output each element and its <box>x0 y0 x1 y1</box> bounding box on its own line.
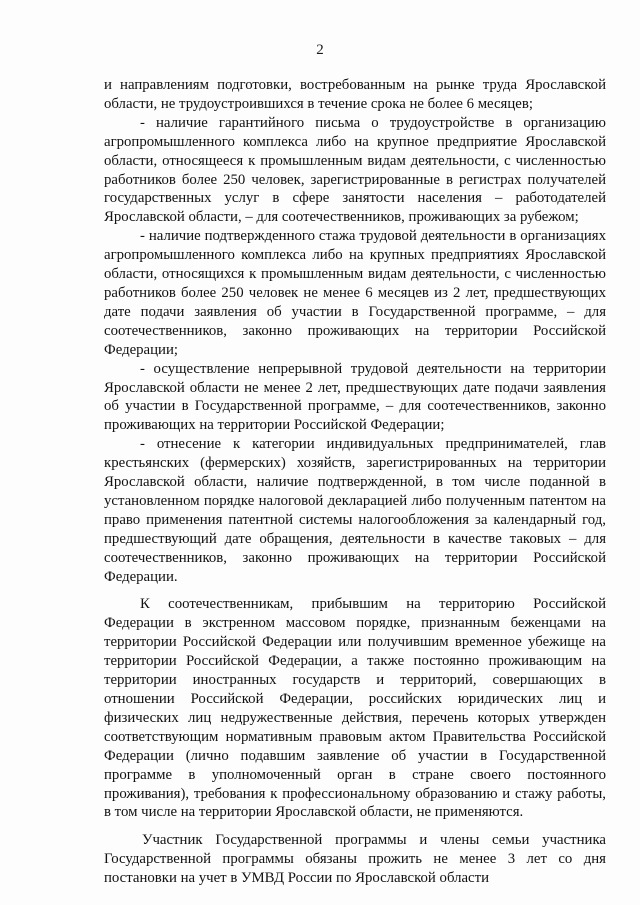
paragraph-refugees: К соотечественникам, прибывшим на территорию Российской Федерации в экстренном массовом порядке, признанным беженцами на территории Российской Федерации или получившим временное убежище на территории Российской Федерации, а также постоянно проживающим на территории иностранных государств и территорий, совершающих в отношении Российской Федерации, российских юридических лиц и физических лиц недружественные действия, перечень которых утвержден соответствующим нормативным правовым актом Правительства Российской Федерации (лично подавшим заявление об участии в Государственной программе в уполномоченный орган в стране своего постоянного проживания), требования к профессиональному образованию и стажу работы, в том числе на территории Ярославской области, не применяются. <box>104 596 606 821</box>
paragraph-residence-obligation: Участник Государственной программы и члены семьи участника Государственной программы обязаны прожить не менее 3 лет со дня постановки на учет в УМВД России по Ярославской области <box>104 832 606 887</box>
document-body <box>104 76 606 888</box>
list-item-confirmed-experience: - наличие подтвержденного стажа трудовой деятельности в организациях агропромышленного комплекса либо на крупных предприятиях Ярославской области, относящихся к промышленным видам деятельности, с численностью работников более 250 человек не менее 6 месяцев из 2 лет, предшествующих дате подачи заявления об участии в Государственной программе, – для соотечественников, законно проживающих на территории Российской Федерации; <box>104 228 606 358</box>
list-item-entrepreneurs: - отнесение к категории индивидуальных предпринимателей, глав крестьянских (фермерских) хозяйств, зарегистрированных на территории Ярославской области, наличие подтвержденной, в том числе поданной в установленном порядке налоговой декларацией либо полученным патентом на право применения патентной системы налогообложения за календарный год, предшествующий дате обращения, деятельности в качестве таковых – для соотечественников, законно проживающих на территории Российской Федерации. <box>104 436 606 585</box>
paragraph-continuation: и направлениям подготовки, востребованным на рынке труда Ярославской области, не трудоустроившихся в течение срока не более 6 месяцев; <box>104 77 606 112</box>
page-number: 2 <box>316 42 324 58</box>
list-item-guarantee-letter: - наличие гарантийного письма о трудоустройстве в организацию агропромышленного комплекса либо на крупное предприятие Ярославской области, относящееся к промышленным видам деятельности, с численностью работников более 250 человек, зарегистрированные в регистрах получателей государственных услуг в сфере занятости населения – работодателей Ярославской области, – для соотечественников, проживающих за рубежом; <box>104 114 606 226</box>
list-item-continuous-work: - осуществление непрерывной трудовой деятельности на территории Ярославской области не менее 2 лет, предшествующих дате подачи заявления об участии в Государственной программе, – для соотечественников, законно проживающих на территории Российской Федерации; <box>104 360 606 434</box>
